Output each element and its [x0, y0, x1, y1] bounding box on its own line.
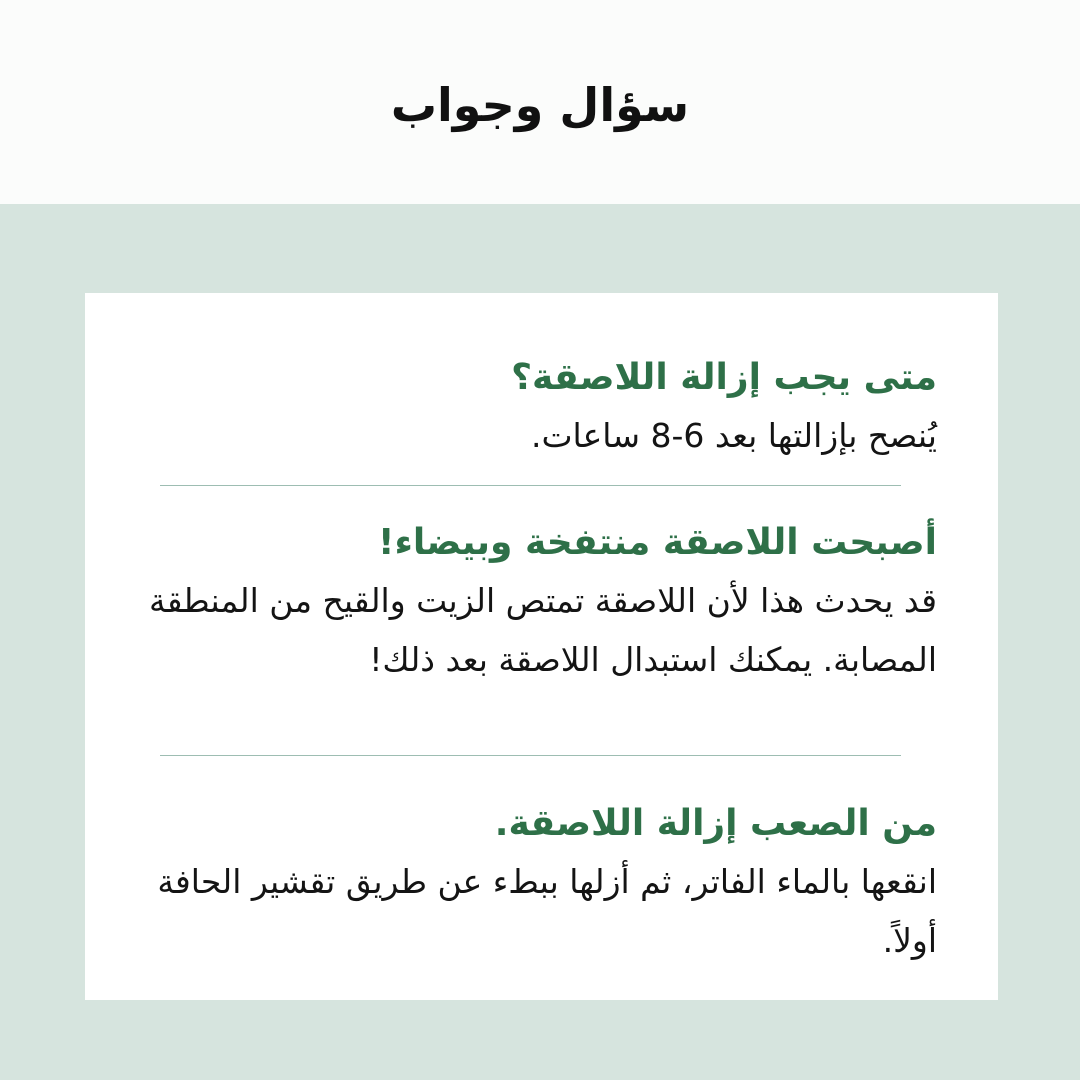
faq-item: [100, 515, 937, 689]
faq-question: أصبحت اللاصقة منتفخة وبيضاء!: [378, 522, 937, 563]
faq-answer: انقعها بالماء الفاتر، ثم أزلها ببطء عن طريق تقشير الحافة أولاً.: [157, 862, 937, 960]
header: [0, 0, 1080, 204]
faq-question: من الصعب إزالة اللاصقة.: [494, 803, 937, 844]
divider: [160, 485, 901, 486]
faq-item: [100, 796, 937, 970]
divider: [160, 755, 901, 756]
faq-answer: يُنصح بإزالتها بعد 6-8 ساعات.: [530, 416, 937, 455]
faq-answer: قد يحدث هذا لأن اللاصقة تمتص الزيت والقيح من المنطقة المصابة. يمكنك استبدال اللاصقة بعد ذلك!: [149, 581, 937, 679]
page-title: سؤال وجواب: [390, 78, 690, 132]
faq-item: [100, 350, 937, 465]
faq-question: متى يجب إزالة اللاصقة؟: [511, 357, 937, 398]
